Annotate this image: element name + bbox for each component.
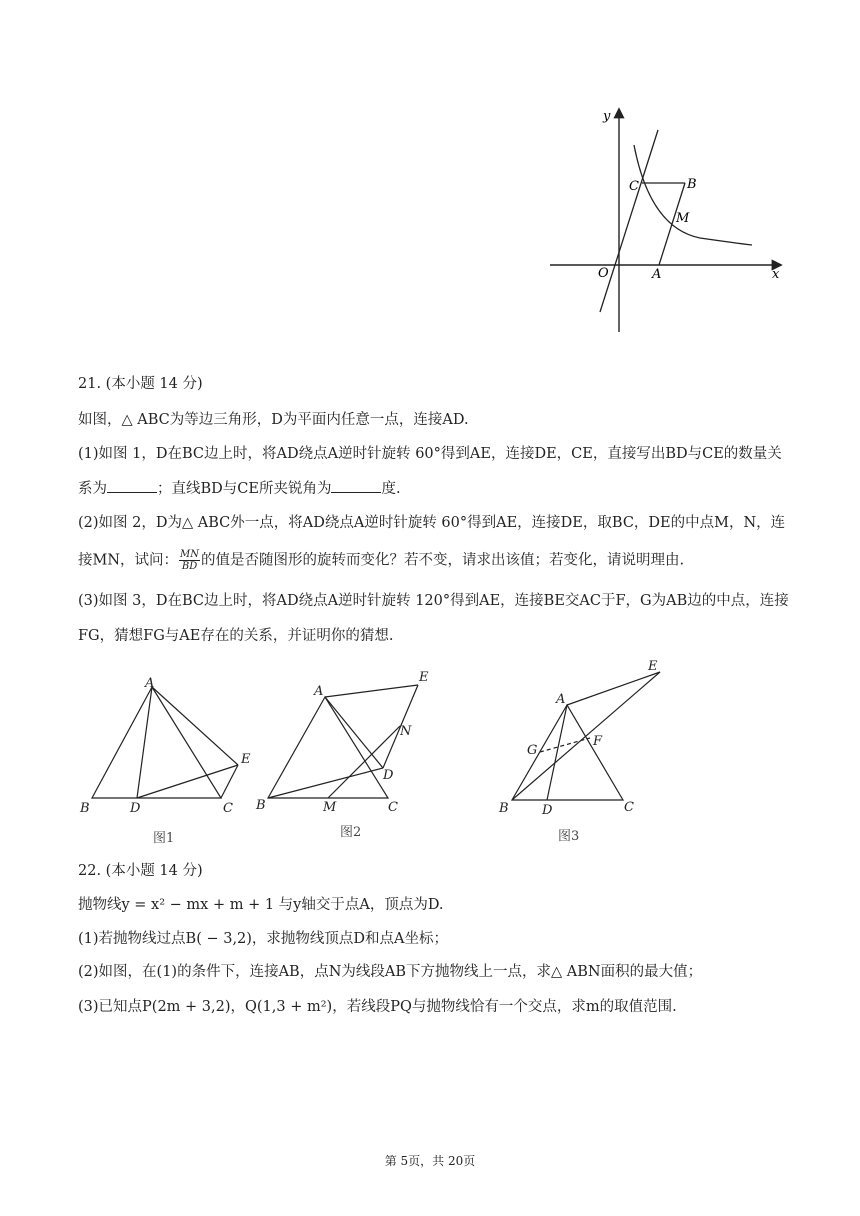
fig1-label-b: B — [80, 801, 90, 816]
fig1-caption: 图1 — [153, 831, 175, 846]
q21-part1-text-c: 度. — [381, 481, 401, 497]
label-m: M — [676, 211, 690, 226]
fraction-numerator: MN — [180, 549, 200, 560]
label-x: x — [772, 267, 780, 282]
q21-part1-text-a: 系为 — [78, 481, 107, 497]
figure-3 — [512, 672, 660, 800]
q21-part1-line1: (1)如图 1，D在BC边上时，将AD绕点A逆时针旋转 60°得到AE，连接DE，CE，直接写出BD与CE的数量关 — [78, 446, 782, 462]
label-o: O — [598, 266, 609, 281]
fig3-caption: 图3 — [558, 829, 580, 844]
figure-2 — [268, 685, 418, 798]
fig1-label-d: D — [130, 801, 141, 816]
fig2-label-e: E — [419, 670, 429, 685]
q21-part3-line1: (3)如图 3，D在BC边上时，将AD绕点A逆时针旋转 120°得到AE，连接BE交AC于F，G为AB边的中点，连接 — [78, 593, 789, 609]
label-y: y — [603, 109, 611, 124]
q21-part2-line1: (2)如图 2，D为△ ABC外一点，将AD绕点A逆时针旋转 60°得到AE，连接DE，取BC，DE的中点M，N，连 — [78, 515, 786, 531]
fig1-label-c: C — [223, 801, 233, 816]
fig3-label-d: D — [542, 803, 553, 818]
q21-part2-text-a: 接MN，试问： — [78, 552, 179, 569]
q21-part2-text-b: 的值是否随图形的旋转而变化？若不变，请求出该值；若变化，请说明理由. — [201, 552, 685, 569]
q21-part3-line2: FG，猜想FG与AE存在的关系，并证明你的猜想. — [78, 628, 394, 644]
answer-blank-2[interactable] — [331, 478, 381, 493]
line-oc — [600, 130, 658, 312]
q21-part1-text-b: ；直线BD与CE所夹锐角为 — [157, 481, 332, 497]
fig3-label-e: E — [648, 659, 658, 674]
fig3-label-c: C — [624, 800, 634, 815]
q21-intro: 如图，△ ABC为等边三角形，D为平面内任意一点，连接AD. — [78, 412, 469, 428]
label-b: B — [687, 177, 697, 192]
fig3-label-g: G — [527, 743, 538, 758]
page-footer: 第 5页，共 20页 — [384, 1154, 476, 1168]
q21-part1-line2 — [78, 478, 401, 499]
q22-part3: (3)已知点P(2m + 3,2)，Q(1,3 + m²)，若线段PQ与抛物线恰有一个交点，求m的取值范围. — [78, 999, 677, 1015]
fig1-label-e: E — [241, 752, 251, 767]
fraction-mn-bd — [179, 549, 200, 572]
q22-header: 22. (本小题 14 分) — [78, 863, 203, 879]
label-a: A — [652, 267, 662, 282]
fig3-label-a: A — [556, 692, 566, 707]
q22-intro: 抛物线y = x² − mx + m + 1 与y轴交于点A，顶点为D. — [78, 897, 444, 913]
q21-part2-line2 — [78, 549, 684, 572]
fig1-label-a: A — [145, 676, 155, 691]
fig2-label-c: C — [388, 800, 398, 815]
q22-part2: (2)如图，在(1)的条件下，连接AB，点N为线段AB下方抛物线上一点，求△ ABN面积的最大值； — [78, 964, 703, 980]
fig3-label-b: B — [499, 801, 509, 816]
fig2-label-b: B — [256, 798, 266, 813]
label-c: C — [629, 179, 639, 194]
fig3-label-f: F — [593, 734, 603, 749]
q21-figures — [75, 655, 685, 850]
coordinate-graph — [540, 100, 790, 340]
q22-part1: (1)若抛物线过点B( − 3,2)，求抛物线顶点D和点A坐标； — [78, 931, 449, 947]
q21-header: 21. (本小题 14 分) — [78, 376, 203, 392]
fig2-label-d: D — [383, 768, 394, 783]
fig2-label-a: A — [314, 684, 324, 699]
fraction-denominator: BD — [181, 561, 198, 572]
fig2-label-n: N — [400, 724, 412, 739]
figure-1 — [92, 687, 238, 798]
hyperbola-curve — [634, 145, 752, 245]
fig2-caption: 图2 — [340, 825, 362, 840]
answer-blank-1[interactable] — [107, 478, 157, 493]
fig2-label-m: M — [323, 800, 337, 815]
